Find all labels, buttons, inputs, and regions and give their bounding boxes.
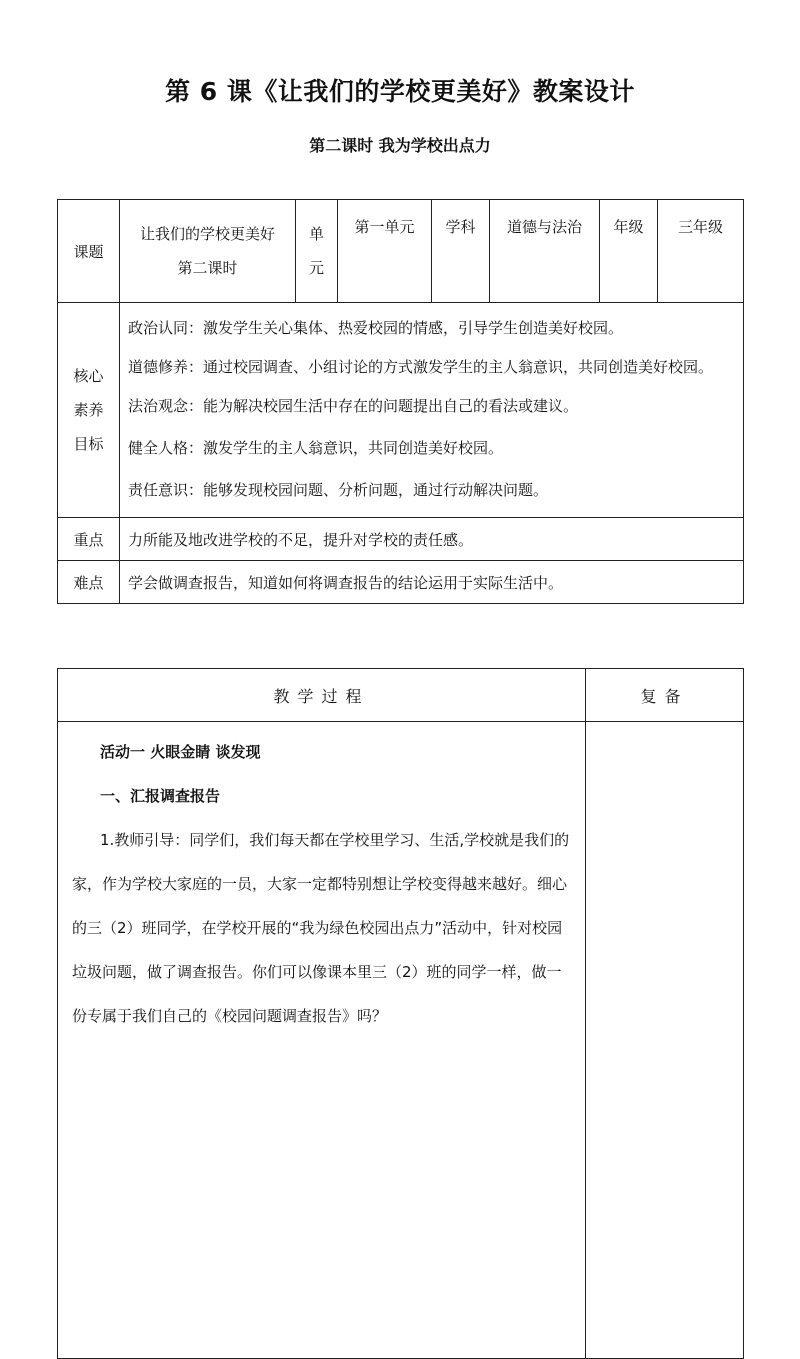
subject-value: 道德与法治 — [490, 200, 600, 303]
goal-item: 责任意识：能够发现校园问题、分析问题，通过行动解决问题。 — [128, 481, 549, 499]
goal-item: 道德修养：通过校园调查、小组讨论的方式激发学生的主人翁意识，共同创造美好校园。 — [128, 358, 714, 376]
topic-line-1: 让我们的学校更美好 — [139, 225, 275, 243]
unit-value: 第一单元 — [338, 200, 432, 303]
core-goals-content — [120, 303, 744, 518]
difficulty-value: 学会做调查报告，知道如何将调查报告的结论运用于实际生活中。 — [120, 561, 744, 604]
key-point-value: 力所能及地改进学校的不足，提升对学校的责任感。 — [120, 518, 744, 561]
teaching-process-header: 教学过程 — [58, 669, 586, 722]
activity-paragraph: 1.教师引导：同学们，我们每天都在学校里学习、生活,学校就是我们的家，作为学校大家庭的一员，大家一定都特别想让学校变得越来越好。细心的三（2）班同学，在学校开展的“我为绿色校园出点力”活动中，针对校园垃圾问题，做了调查报告。你们可以像课本里三（2）班的同学一样，做一份专属于我们自己的《校园问题调查报告》吗？ — [72, 831, 570, 1025]
difficulty-label: 难点 — [58, 561, 120, 604]
unit-label — [296, 200, 338, 303]
topic-line-2: 第二课时 — [177, 259, 238, 277]
topic-value — [120, 200, 296, 303]
activity-title: 活动一 火眼金睛 谈发现 — [100, 743, 261, 761]
unit-label-char-2: 元 — [308, 259, 324, 277]
goal-item: 政治认同：激发学生关心集体、热爱校园的情感，引导学生创造美好校园。 — [128, 319, 624, 337]
document-subtitle: 第二课时 我为学校出点力 — [309, 136, 491, 155]
topic-label: 课题 — [58, 200, 120, 303]
subject-label: 学科 — [432, 200, 490, 303]
goal-item: 法治观念：能为解决校园生活中存在的问题提出自己的看法或建议。 — [128, 397, 579, 415]
grade-value: 三年级 — [658, 200, 744, 303]
document-title: 第 6 课《让我们的学校更美好》教案设计 — [165, 77, 635, 106]
teaching-process-content — [58, 722, 586, 1359]
goal-item: 健全人格：激发学生的主人翁意识，共同创造美好校园。 — [128, 439, 504, 457]
teaching-process-table — [57, 668, 744, 1359]
lesson-info-table — [57, 199, 744, 604]
review-header: 复备 — [586, 669, 744, 722]
core-label-line-3: 目标 — [73, 435, 104, 453]
core-goals-label — [58, 303, 120, 518]
grade-label: 年级 — [600, 200, 658, 303]
core-label-line-2: 素养 — [73, 401, 104, 419]
key-point-label: 重点 — [58, 518, 120, 561]
section-title: 一、汇报调查报告 — [100, 787, 221, 805]
unit-label-char-1: 单 — [308, 225, 324, 243]
review-notes-cell — [586, 722, 744, 1359]
core-label-line-1: 核心 — [73, 367, 104, 385]
